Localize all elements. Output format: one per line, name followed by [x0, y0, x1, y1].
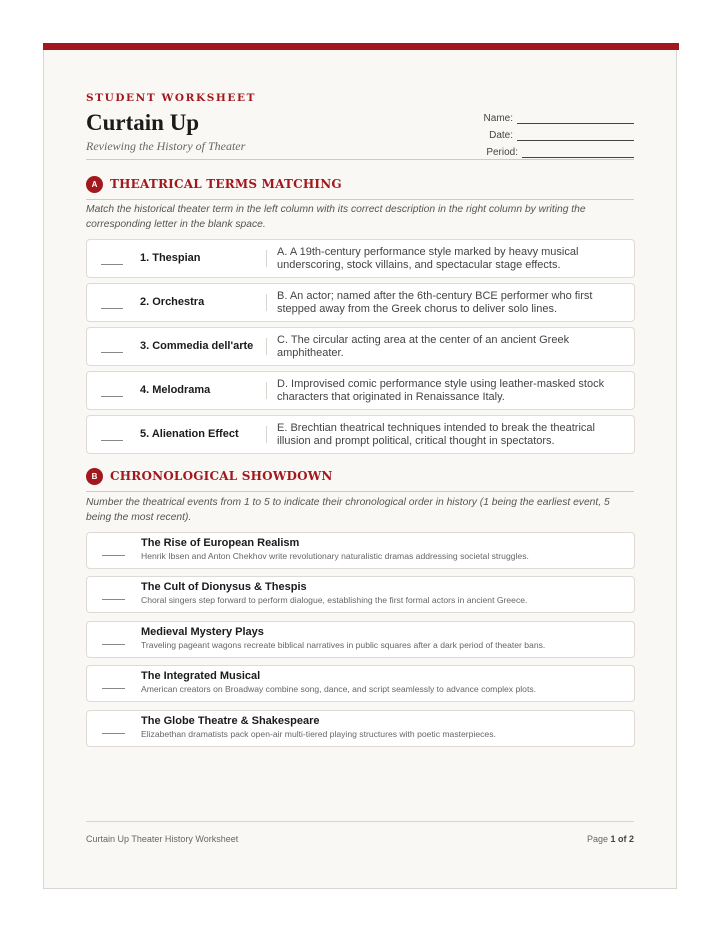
chronology-row: [86, 532, 635, 569]
top-accent-bar: [43, 43, 679, 50]
period-field-label: Period:: [486, 147, 518, 158]
page-title: Curtain Up: [86, 110, 200, 135]
row-divider: [266, 338, 267, 355]
page-number: [587, 834, 634, 844]
worksheet-eyebrow: STUDENT WORKSHEET: [86, 92, 257, 104]
event-description: Elizabethan dramatists pack open-air multi-tiered playing structures with poetic masterpieces.: [141, 729, 496, 739]
date-field-label: Date:: [489, 130, 513, 141]
match-term: 1. Thespian: [140, 252, 201, 264]
event-description: Traveling pageant wagons recreate biblical narratives in public squares after a dark period of theater bans.: [141, 640, 546, 650]
period-field-line[interactable]: [522, 148, 634, 158]
order-blank[interactable]: [102, 555, 125, 556]
event-description: Henrik Ibsen and Anton Chekhov write revolutionary naturalistic dramas addressing societal struggles.: [141, 551, 529, 561]
name-field[interactable]: [434, 107, 634, 124]
match-description: B. An actor; named after the 6th-century BCE performer who first stepped away from the Greek chorus to deliver solo lines.: [277, 290, 593, 315]
match-row: [86, 415, 635, 454]
match-row: [86, 283, 635, 322]
match-description: A. A 19th-century performance style marked by heavy musical underscoring, stock villains, and spectacular stage effects.: [277, 246, 579, 271]
answer-blank[interactable]: [101, 352, 123, 353]
name-field-line[interactable]: [517, 114, 634, 124]
row-divider: [266, 294, 267, 311]
answer-blank[interactable]: [101, 264, 123, 265]
match-term: 2. Orchestra: [140, 296, 205, 308]
period-field[interactable]: [434, 141, 634, 158]
match-row: [86, 327, 635, 366]
row-divider: [266, 426, 267, 443]
event-title: The Globe Theatre & Shakespeare: [141, 715, 320, 727]
order-blank[interactable]: [102, 688, 125, 689]
match-description: D. Improvised comic performance style using leather-masked stock characters that originated in Renaissance Italy.: [277, 378, 605, 403]
section-a-instructions: Match the historical theater term in the left column with its correct description in the right column by writing the corresponding letter in the blank space.: [86, 204, 586, 230]
page-number-prefix: Page: [586, 834, 611, 844]
footer-divider: [86, 821, 634, 822]
section-a-badge: A: [86, 176, 103, 193]
row-divider: [266, 382, 267, 399]
match-description: C. The circular acting area at the center of an ancient Greek amphitheater.: [277, 334, 570, 359]
header-divider: [86, 159, 634, 160]
chronology-row: [86, 710, 635, 747]
page-number-value: 1 of 2: [610, 834, 634, 844]
student-info-fields: [434, 107, 634, 158]
match-row: [86, 239, 635, 278]
chronology-row: [86, 665, 635, 702]
row-divider: [266, 250, 267, 267]
chronology-row: [86, 576, 635, 613]
event-title: The Cult of Dionysus & Thespis: [141, 581, 307, 593]
worksheet-page: [43, 43, 677, 889]
match-term: 4. Melodrama: [140, 384, 211, 396]
event-title: The Integrated Musical: [141, 670, 261, 682]
event-title: The Rise of European Realism: [141, 537, 300, 549]
answer-blank[interactable]: [101, 440, 123, 441]
date-field-line[interactable]: [517, 131, 634, 141]
section-b-header: [86, 468, 634, 492]
answer-blank[interactable]: [101, 396, 123, 397]
footer-title: Curtain Up Theater History Worksheet: [86, 834, 239, 844]
section-b-badge: B: [86, 468, 103, 485]
match-description: E. Brechtian theatrical techniques intended to break the theatrical illusion and prompt political, critical thought in spectators.: [277, 422, 595, 447]
chronology-row: [86, 621, 635, 658]
section-b-title: CHRONOLOGICAL SHOWDOWN: [110, 469, 333, 483]
name-field-label: Name:: [483, 113, 513, 124]
section-a-title: THEATRICAL TERMS MATCHING: [110, 177, 342, 191]
match-term: 3. Commedia dell'arte: [140, 340, 254, 352]
event-description: Choral singers step forward to perform dialogue, establishing the first formal actors in ancient Greece.: [141, 595, 528, 605]
order-blank[interactable]: [102, 599, 125, 600]
section-a-header: [86, 176, 634, 200]
section-b-instructions: Number the theatrical events from 1 to 5 to indicate their chronological order in history (1 being the earliest event, 5 being the most recent).: [86, 497, 610, 523]
event-description: American creators on Broadway combine song, dance, and script seamlessly to advance complex plots.: [141, 684, 537, 694]
event-title: Medieval Mystery Plays: [141, 626, 264, 638]
answer-blank[interactable]: [101, 308, 123, 309]
match-row: [86, 371, 635, 410]
order-blank[interactable]: [102, 733, 125, 734]
page-subtitle: Reviewing the History of Theater: [86, 139, 246, 153]
date-field[interactable]: [434, 124, 634, 141]
order-blank[interactable]: [102, 644, 125, 645]
match-term: 5. Alienation Effect: [140, 428, 239, 440]
